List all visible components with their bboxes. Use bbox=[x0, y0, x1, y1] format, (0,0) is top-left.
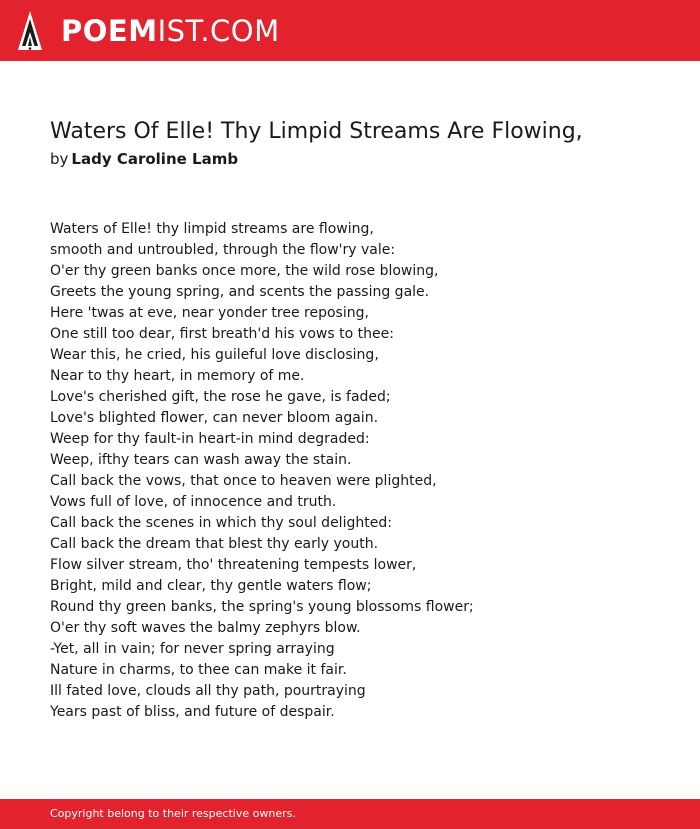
poem-line: One still too dear, first breath'd his vows to thee: bbox=[50, 326, 394, 342]
poem-line: smooth and untroubled, through the flow'ry vale: bbox=[50, 242, 396, 258]
poem-line: Weep for thy fault-in heart-in mind degraded: bbox=[50, 431, 370, 447]
site-logo-link[interactable] bbox=[17, 10, 280, 52]
site-header bbox=[0, 0, 700, 61]
poem-byline bbox=[50, 149, 238, 169]
poem-line: Vows full of love, of innocence and truth. bbox=[50, 494, 337, 510]
poem-line: Nature in charms, to thee can make it fair. bbox=[50, 662, 347, 678]
poem-line: Weep, ifthy tears can wash away the stain. bbox=[50, 452, 352, 468]
logo-light-part: IST.COM bbox=[157, 14, 280, 48]
poem-line: Call back the scenes in which thy soul delighted: bbox=[50, 515, 392, 531]
poem-line: O'er thy soft waves the balmy zephyrs blow. bbox=[50, 620, 361, 636]
poem-line: Waters of Elle! thy limpid streams are flowing, bbox=[50, 221, 374, 237]
poem-title: Waters Of Elle! Thy Limpid Streams Are Flowing, bbox=[50, 119, 583, 144]
poem-line: Greets the young spring, and scents the passing gale. bbox=[50, 284, 430, 300]
poem-author: Lady Caroline Lamb bbox=[71, 150, 239, 168]
poem-line: Near to thy heart, in memory of me. bbox=[50, 368, 305, 384]
pen-nib-icon bbox=[17, 10, 43, 52]
poem-line: Love's blighted flower, can never bloom again. bbox=[50, 410, 379, 426]
poem-body bbox=[50, 219, 650, 723]
poem-line: -Yet, all in vain; for never spring arraying bbox=[50, 641, 335, 657]
poem-line: Bright, mild and clear, thy gentle waters flow; bbox=[50, 578, 372, 594]
poem-line: Here 'twas at eve, near yonder tree reposing, bbox=[50, 305, 369, 321]
site-footer bbox=[0, 799, 700, 829]
poem-line: Round thy green banks, the spring's young blossoms flower; bbox=[50, 599, 474, 615]
poem-line: Flow silver stream, tho' threatening tempests lower, bbox=[50, 557, 417, 573]
logo-bold-part: POEM bbox=[61, 14, 158, 48]
poem-line: Wear this, he cried, his guileful love disclosing, bbox=[50, 347, 379, 363]
poem-line: Call back the dream that blest thy early youth. bbox=[50, 536, 379, 552]
poem-line: Love's cherished gift, the rose he gave, is faded; bbox=[50, 389, 391, 405]
poem-line: O'er thy green banks once more, the wild rose blowing, bbox=[50, 263, 439, 279]
poem-line: Ill fated love, clouds all thy path, pourtraying bbox=[50, 683, 366, 699]
poem-line: Years past of bliss, and future of despair. bbox=[50, 704, 335, 720]
poem-line: Call back the vows, that once to heaven were plighted, bbox=[50, 473, 437, 489]
site-logo-text bbox=[61, 10, 280, 52]
footer-copyright: Copyright belong to their respective owners. bbox=[50, 807, 296, 820]
byline-prefix: by bbox=[50, 150, 69, 168]
